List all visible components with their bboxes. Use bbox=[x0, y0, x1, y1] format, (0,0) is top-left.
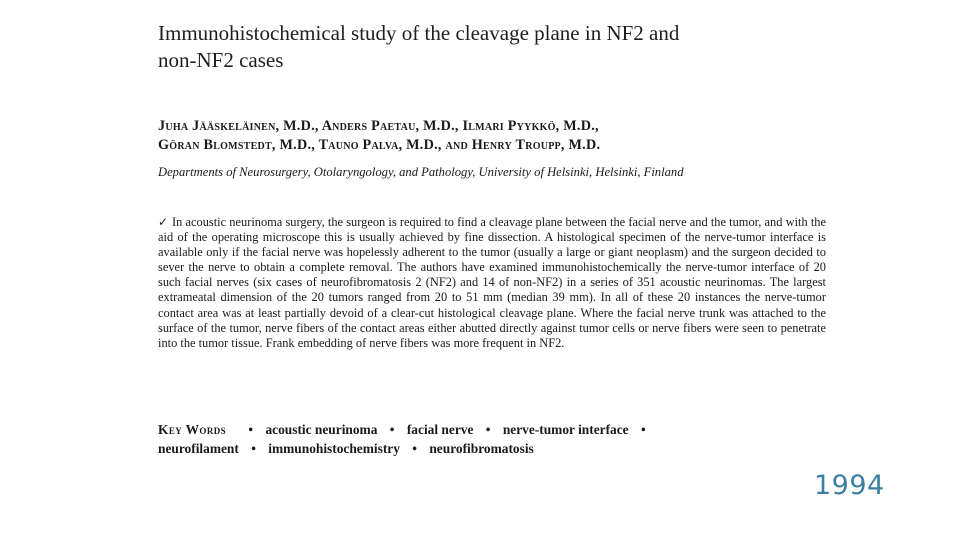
bullet-icon: • bbox=[485, 422, 491, 437]
paper-title bbox=[158, 20, 798, 74]
keywords-row-1 bbox=[158, 420, 838, 439]
keyword: nerve-tumor interface bbox=[502, 422, 629, 437]
abstract-text: In acoustic neurinoma surgery, the surgeon is required to find a cleavage plane between the facial nerve and the tumor, and with the aid of the operating microscope this is usually achieved by fine dissection. A histological specimen of the nerve-tumor interface is available only if the facial nerve was hopelessly adherent to the tumor (usually a large or giant neoplasm) and the surgeon decided to sever the nerve to obtain a complete removal. The authors have examined immunohistochemically the nerve-tumor interface of 20 such facial nerves (six cases of neurofibromatosis 2 (NF2) and 14 of non-NF2) in a series of 351 acoustic neurinomas. The largest extrameatal dimension of the 20 tumors ranged from 20 to 51 mm (median 39 mm). In all of these 20 instances the nerve-tumor contact area was at least partially devoid of a clear-cut histological cleavage plane. Where the facial nerve trunk was attached to the surface of the tumor, nerve fibers of the contact areas either abutted directly against tumor cells or nerve fibers were seen to penetrate into the tumor tissue. Frank embedding of nerve fibers was more frequent in NF2. bbox=[158, 215, 826, 350]
keyword: neurofibromatosis bbox=[429, 441, 534, 456]
author-line-2: Göran Blomstedt, M.D., Tauno Palva, M.D., and Henry Troupp, M.D. bbox=[158, 137, 601, 153]
keywords bbox=[158, 420, 838, 458]
keyword: neurofilament bbox=[158, 441, 239, 456]
affiliation: Departments of Neurosurgery, Otolaryngology, and Pathology, University of Helsinki, Helsinki, Finland bbox=[158, 165, 684, 179]
bullet-icon: • bbox=[640, 422, 646, 437]
publication-year: 1994 bbox=[814, 470, 885, 501]
abstract bbox=[158, 215, 826, 351]
bullet-icon: • bbox=[251, 441, 256, 456]
author-line-1: Juha Jääskeläinen, M.D., Anders Paetau, M.D., Ilmari Pyykkö, M.D., bbox=[158, 118, 599, 134]
title-line-1: Immunohistochemical study of the cleavage plane in NF2 and bbox=[158, 21, 680, 45]
keyword: acoustic neurinoma bbox=[265, 422, 378, 437]
bullet-icon: • bbox=[389, 422, 395, 437]
keyword: facial nerve bbox=[406, 422, 474, 437]
bullet-icon: • bbox=[412, 441, 417, 456]
keywords-label: Key Words bbox=[158, 422, 227, 437]
bullet-icon: • bbox=[248, 422, 254, 437]
keyword: immunohistochemistry bbox=[268, 441, 400, 456]
author-list bbox=[158, 117, 858, 155]
keywords-row-2 bbox=[158, 439, 838, 458]
title-line-2: non-NF2 cases bbox=[158, 48, 284, 72]
checkmark-icon: ✓ bbox=[158, 215, 169, 229]
